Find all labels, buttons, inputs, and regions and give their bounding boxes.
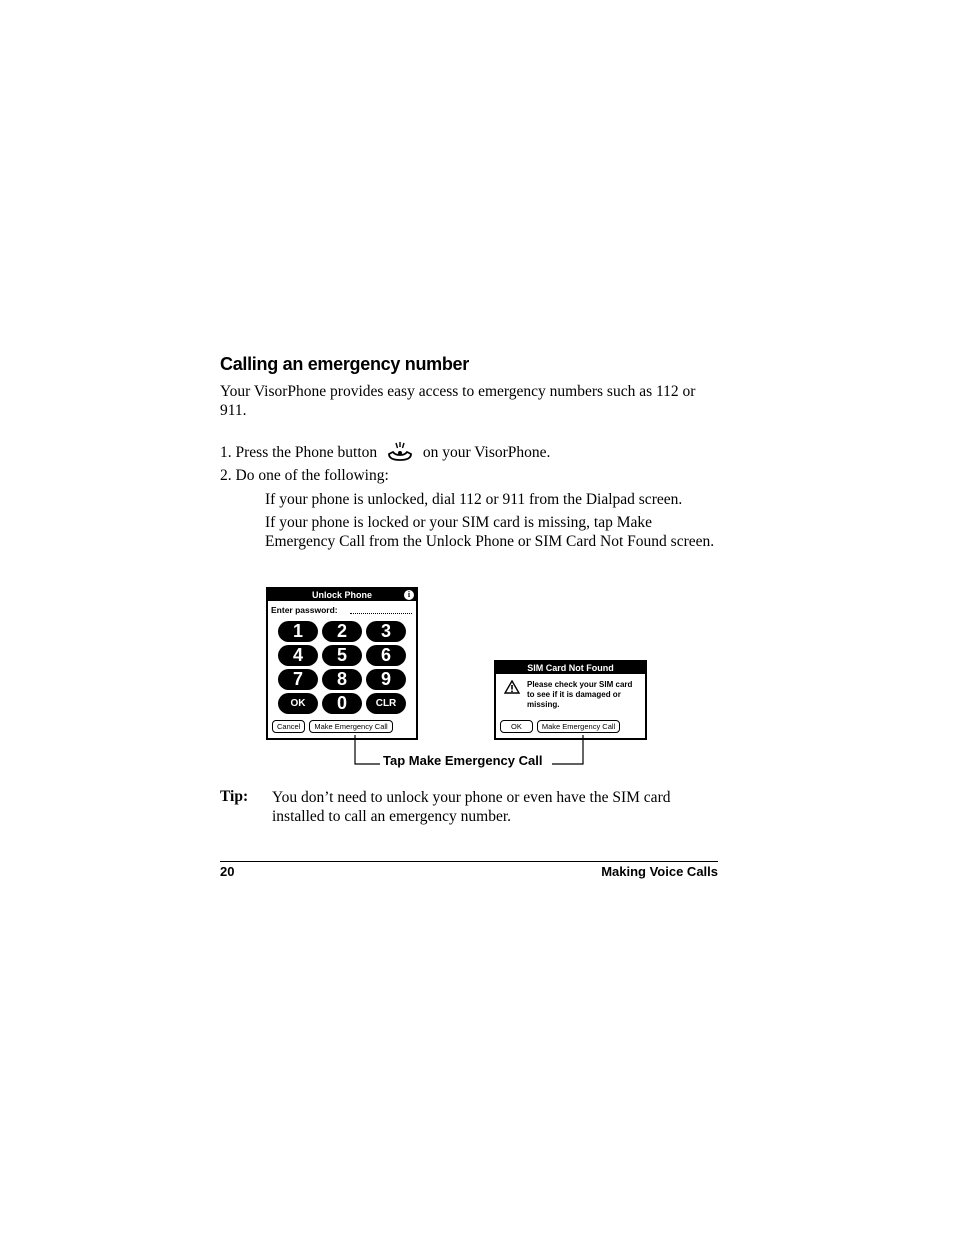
key-7[interactable]: 7	[278, 669, 318, 690]
make-emergency-call-button[interactable]: Make Emergency Call	[309, 720, 392, 733]
key-3[interactable]: 3	[366, 621, 406, 642]
key-9[interactable]: 9	[366, 669, 406, 690]
unlock-phone-title-bar	[268, 589, 416, 601]
keypad	[278, 621, 410, 714]
key-5[interactable]: 5	[322, 645, 362, 666]
tip-text: You don’t need to unlock your phone or even have the SIM card installed to call an emergency number.	[272, 789, 671, 825]
key-2[interactable]: 2	[322, 621, 362, 642]
info-icon[interactable]: i	[404, 590, 414, 600]
chapter-title: Making Voice Calls	[601, 864, 718, 879]
footer-rule	[220, 861, 718, 862]
sim-not-found-screen	[494, 660, 647, 740]
callout-label: Tap Make Emergency Call	[383, 753, 543, 768]
password-label: Enter password:	[271, 605, 338, 615]
password-input[interactable]	[350, 613, 412, 614]
sim-not-found-title: SIM Card Not Found	[527, 663, 614, 673]
section-heading: Calling an emergency number	[220, 354, 469, 374]
unlock-phone-title: Unlock Phone	[311, 590, 372, 600]
warning-icon	[504, 680, 520, 694]
page-number: 20	[220, 864, 235, 879]
key-4[interactable]: 4	[278, 645, 318, 666]
unlock-phone-screen	[266, 587, 418, 740]
key-1[interactable]: 1	[278, 621, 318, 642]
intro-paragraph: Your VisorPhone provides easy access to emergency numbers such as 112 or 911.	[220, 383, 696, 419]
step-1-text-before: 1. Press the Phone button	[220, 444, 378, 461]
ok-button[interactable]: OK	[500, 720, 533, 733]
sim-not-found-message: Please check your SIM card to see if it is damaged or missing.	[527, 680, 633, 709]
key-8[interactable]: 8	[322, 669, 362, 690]
step-2: 2. Do one of the following:	[220, 467, 389, 484]
phone-button-icon	[385, 441, 415, 463]
key-0[interactable]: 0	[322, 693, 362, 714]
option-locked: If your phone is locked or your SIM card is missing, tap Make Emergency Call from the Unlock Phone or SIM Card Not Found screen.	[265, 514, 715, 550]
key-6[interactable]: 6	[366, 645, 406, 666]
key-clr[interactable]: CLR	[366, 693, 406, 714]
unlock-phone-buttons	[272, 720, 393, 733]
sim-not-found-title-bar	[496, 662, 645, 674]
tip-label: Tip:	[220, 788, 249, 805]
key-ok[interactable]: OK	[278, 693, 318, 714]
option-unlocked: If your phone is unlocked, dial 112 or 911 from the Dialpad screen.	[265, 491, 683, 508]
sim-not-found-buttons	[500, 720, 620, 733]
step-1-text-after: on your VisorPhone.	[422, 444, 551, 461]
sim-make-emergency-call-button[interactable]: Make Emergency Call	[537, 720, 620, 733]
step-1	[220, 441, 550, 463]
cancel-button[interactable]: Cancel	[272, 720, 305, 733]
